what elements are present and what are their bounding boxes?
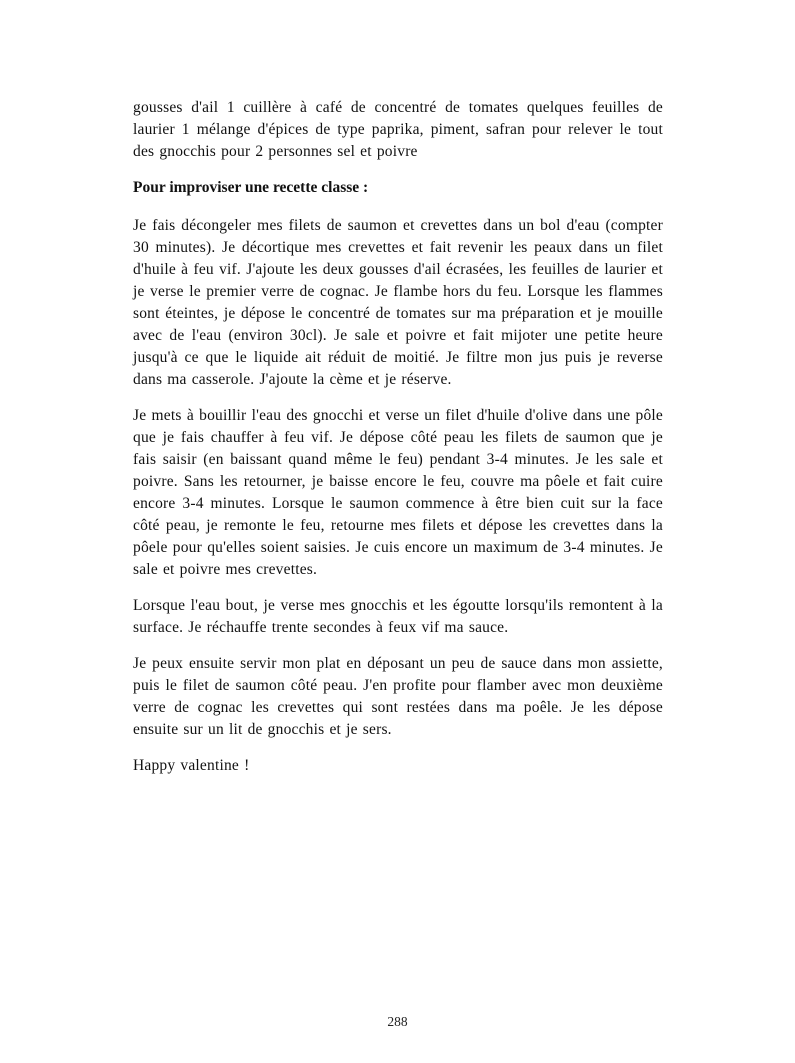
paragraph-ingredients: gousses d'ail 1 cuillère à café de concentré de tomates quelques feuilles de laurier 1 mélange d'épices de type paprika, piment, safran pour relever le tout des gnocchis pour 2 personnes sel et poivre bbox=[133, 99, 663, 160]
text-column bbox=[133, 97, 663, 791]
paragraph-step-1: Je fais décongeler mes filets de saumon et crevettes dans un bol d'eau (compter 30 minutes). Je décortique mes crevettes et fait revenir les peaux dans un filet d'huile à feu vif. J'ajoute les deux gousses d'ail écrasées, les feuilles de laurier et je verse le premier verre de cognac. Je flambe hors du feu. Lorsque les flammes sont éteintes, je dépose le concentré de tomates sur ma préparation et je mouille avec de l'eau (environ 30cl). Je sale et poivre et fait mijoter une petite heure jusqu'à ce que le liquide ait réduit de moitié. Je filtre mon jus puis je reverse dans ma casserole. J'ajoute la cème et je réserve. bbox=[133, 217, 663, 388]
paragraph-step-4: Je peux ensuite servir mon plat en déposant un peu de sauce dans mon assiette, puis le filet de saumon côté peau. J'en profite pour flamber avec mon deuxième verre de cognac les crevettes qui sont restées dans ma poêle. Je les dépose ensuite sur un lit de gnocchis et je sers. bbox=[133, 655, 663, 738]
page-number: 288 bbox=[387, 1014, 408, 1029]
paragraph-step-3: Lorsque l'eau bout, je verse mes gnocchis et les égoutte lorsqu'ils remontent à la surface. Je réchauffe trente secondes à feux vif ma sauce. bbox=[133, 597, 663, 636]
paragraph-step-2: Je mets à bouillir l'eau des gnocchi et verse un filet d'huile d'olive dans une pôle que je fais chauffer à feu vif. Je dépose côté peau les filets de saumon que je fais saisir (en baissant quand même le feu) pendant 3-4 minutes. Je les sale et poivre. Sans les retourner, je baisse encore le feu, couvre ma pôele et fait cuire encore 3-4 minutes. Lorsque le saumon commence à être bien cuit sur la face côté peau, je remonte le feu, retourne mes filets et dépose les crevettes dans la pôele pour qu'elles soient saisies. Je cuis encore un maximum de 3-4 minutes. Je sale et poivre mes crevettes. bbox=[133, 407, 663, 578]
paragraph-closing: Happy valentine ! bbox=[133, 757, 250, 774]
section-heading: Pour improviser une recette classe : bbox=[133, 179, 369, 196]
